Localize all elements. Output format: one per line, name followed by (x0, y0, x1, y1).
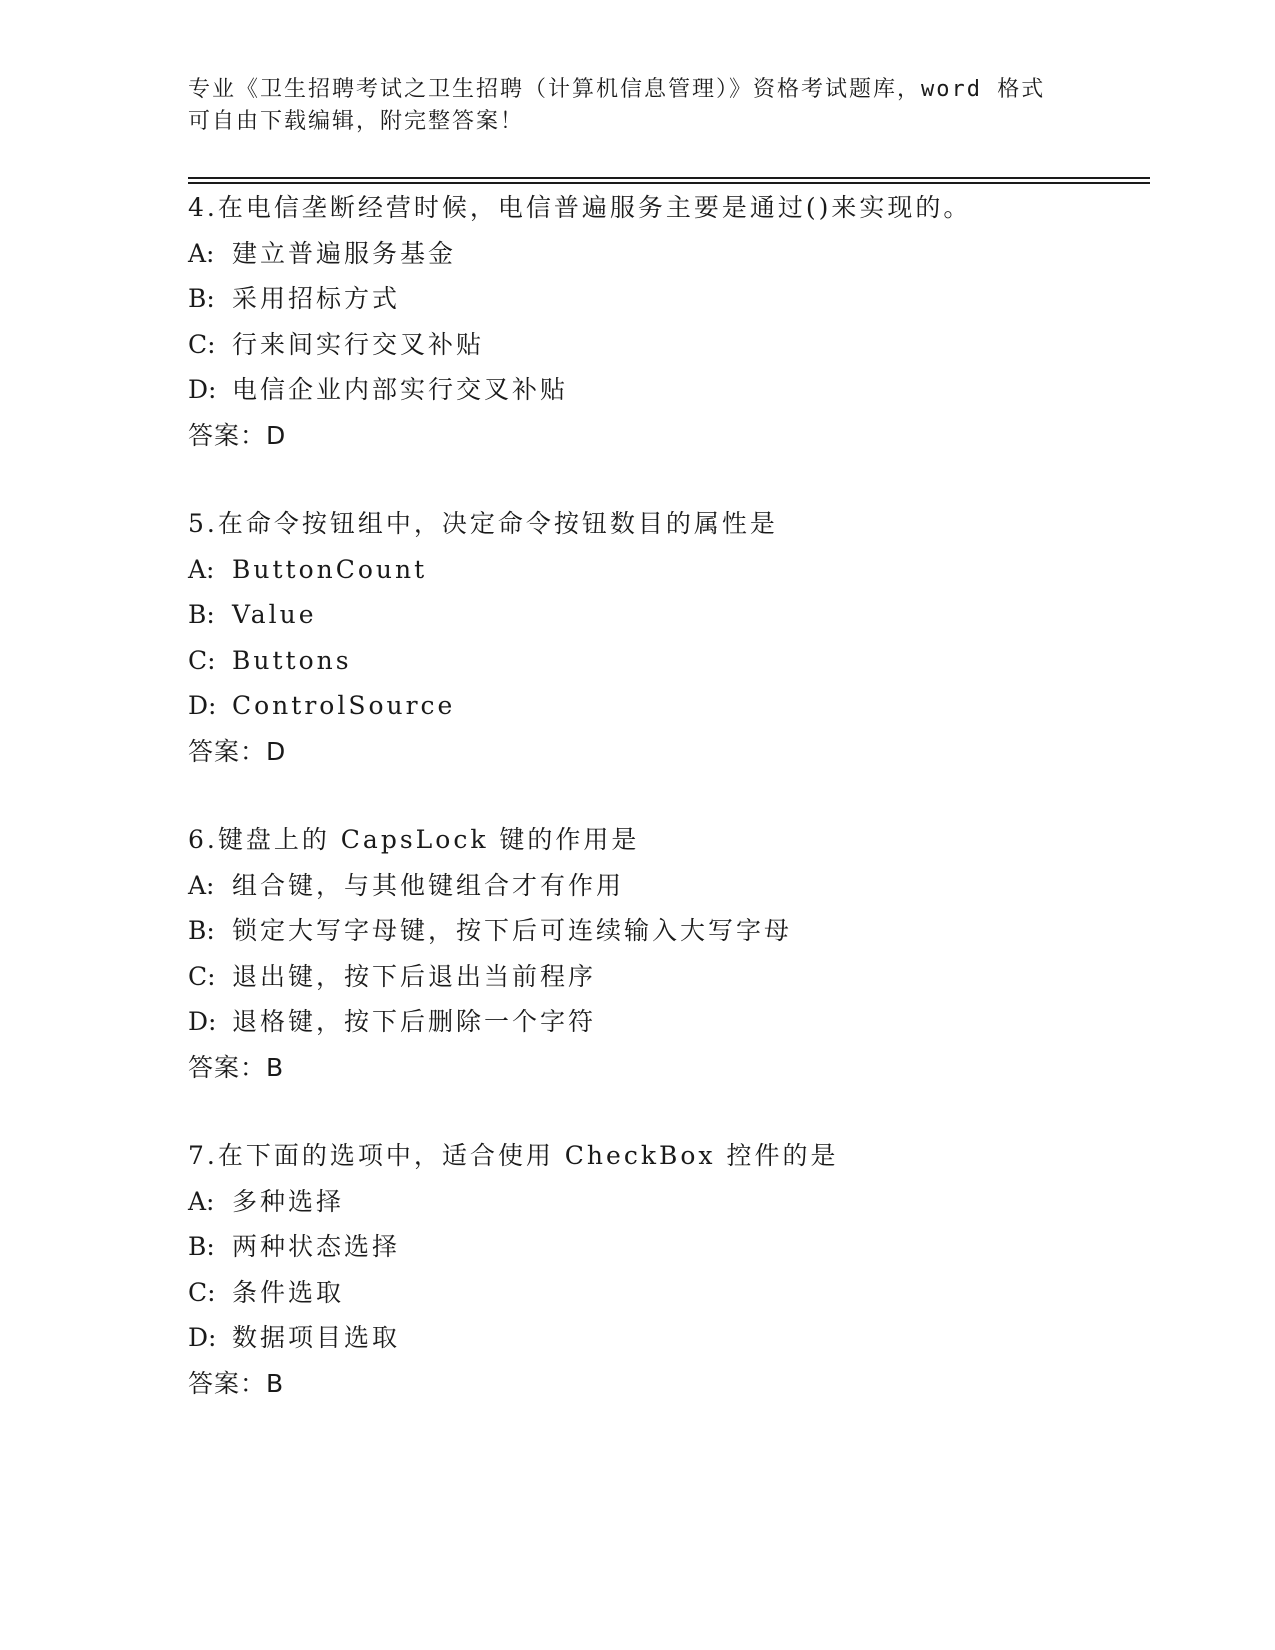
option-text: ButtonCount (232, 554, 428, 584)
answer-line: 答案：B (188, 1052, 285, 1082)
option-text: 退出键，按下后退出当前程序 (232, 961, 597, 991)
option-text: 条件选取 (232, 1277, 345, 1307)
option-letter: B: (188, 600, 215, 630)
option-text: 锁定大写字母键，按下后可连续输入大写字母 (232, 916, 793, 946)
option-letter: C: (188, 961, 216, 991)
option-item (188, 547, 1138, 593)
option-text: Buttons (232, 645, 352, 675)
option-text: ControlSource (232, 691, 456, 721)
option-letter: C: (188, 645, 216, 675)
question-stem: 7.在下面的选项中，适合使用 CheckBox 控件的是 (188, 1141, 839, 1170)
option-letter: C: (188, 1277, 216, 1307)
option-letter: B: (188, 1232, 215, 1262)
option-text: 建立普遍服务基金 (232, 238, 457, 268)
question-stem: 6.键盘上的 CapsLock 键的作用是 (188, 825, 640, 854)
question-stem: 5.在命令按钮组中，决定命令按钮数目的属性是 (188, 509, 778, 538)
option-item (188, 322, 1138, 368)
question-block (188, 817, 1138, 1091)
option-item (188, 592, 1138, 638)
option-text: 退格键，按下后删除一个字符 (232, 1007, 597, 1037)
option-item (188, 367, 1138, 413)
header-divider-top (188, 177, 1150, 179)
option-item (188, 863, 1138, 909)
option-letter: D: (188, 375, 217, 405)
option-item (188, 231, 1138, 277)
header-subtitle-line: 可自由下载编辑，附完整答案！ (188, 109, 525, 134)
option-text: 组合键，与其他键组合才有作用 (232, 870, 625, 900)
option-letter: B: (188, 916, 215, 946)
option-letter: A: (188, 238, 215, 268)
option-text: 行来间实行交叉补贴 (232, 329, 485, 359)
option-text: 采用招标方式 (232, 284, 401, 314)
option-item (188, 954, 1138, 1000)
option-text: Value (232, 600, 317, 630)
answer-line: 答案：D (188, 736, 287, 766)
option-letter: A: (188, 1186, 215, 1216)
option-item (188, 999, 1138, 1045)
page-header (188, 74, 1088, 138)
option-text: 两种状态选择 (232, 1232, 401, 1262)
option-item (188, 1270, 1138, 1316)
option-text: 多种选择 (232, 1186, 345, 1216)
option-item (188, 908, 1138, 954)
question-stem: 4.在电信垄断经营时候，电信普遍服务主要是通过()来实现的。 (188, 193, 972, 222)
option-letter: A: (188, 870, 215, 900)
option-letter: B: (188, 284, 215, 314)
option-item (188, 276, 1138, 322)
header-divider-bottom (188, 182, 1150, 184)
answer-line: 答案：B (188, 1368, 285, 1398)
answer-line: 答案：D (188, 420, 287, 450)
option-letter: D: (188, 1323, 217, 1353)
option-letter: C: (188, 329, 216, 359)
option-letter: A: (188, 554, 215, 584)
option-text: 电信企业内部实行交叉补贴 (232, 375, 569, 405)
option-item (188, 1315, 1138, 1361)
option-item (188, 1179, 1138, 1225)
option-text: 数据项目选取 (232, 1323, 401, 1353)
question-block (188, 501, 1138, 775)
option-letter: D: (188, 1007, 217, 1037)
question-block (188, 185, 1138, 459)
header-title-line: 专业《卫生招聘考试之卫生招聘（计算机信息管理）》资格考试题库，word 格式 (188, 77, 1046, 102)
option-item (188, 683, 1138, 729)
question-block (188, 1133, 1138, 1407)
option-letter: D: (188, 691, 217, 721)
option-item (188, 638, 1138, 684)
option-item (188, 1224, 1138, 1270)
